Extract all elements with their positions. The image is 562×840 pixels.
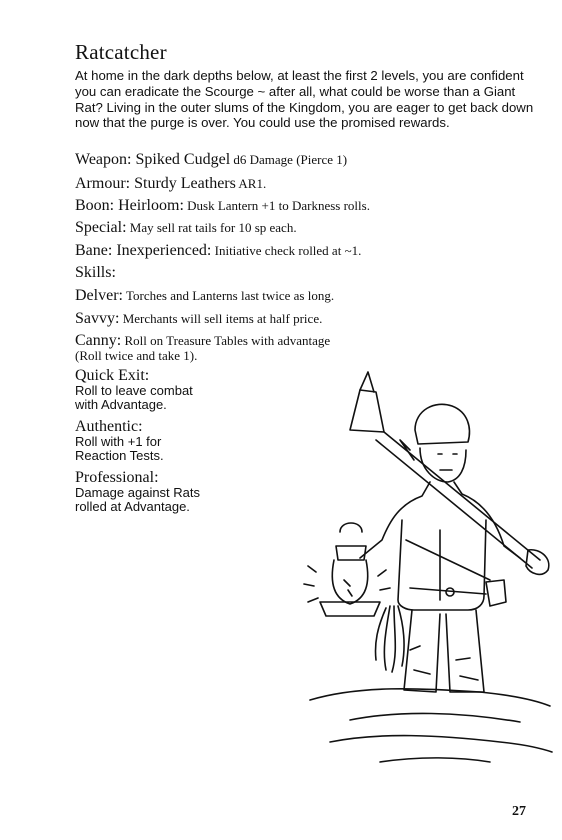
stat-key: Special: (75, 219, 127, 236)
stat-val: Roll on Treasure Tables with advantage (124, 333, 331, 348)
stat-key: Savvy: (75, 310, 120, 327)
stat-val: Dusk Lantern +1 to Darkness rolls. (187, 198, 370, 213)
stat-key: Boon: Heirloom: (75, 197, 184, 214)
dusk-lantern-icon (304, 523, 390, 616)
stat-val: d6 Damage (Pierce 1) (233, 152, 348, 167)
ability-quick-exit (75, 368, 275, 412)
ability-key: Authentic: (75, 418, 143, 435)
stat-bane (75, 243, 361, 259)
stat-val: Merchants will sell items at half price. (122, 311, 323, 326)
skill-savvy (75, 311, 322, 327)
stat-val: May sell rat tails for 10 sp each. (129, 220, 297, 235)
stat-weapon (75, 152, 347, 168)
rat-tails-icon (375, 606, 404, 672)
ability-key: Professional: (75, 469, 159, 486)
character-head-icon (400, 404, 469, 482)
ability-val: rolled at Advantage. (75, 499, 190, 514)
ability-key: Quick Exit: (75, 367, 150, 384)
skill-delver (75, 288, 334, 304)
stat-key: Armour: Sturdy Leathers (75, 175, 236, 192)
ratcatcher-illustration (290, 370, 560, 770)
stat-boon (75, 198, 370, 214)
ability-val: with Advantage. (75, 397, 167, 412)
stat-key: Canny: (75, 332, 122, 349)
stat-val: (Roll twice and take 1). (75, 348, 198, 363)
ability-val: Damage against Rats (75, 485, 201, 500)
stat-key: Bane: Inexperienced: (75, 242, 212, 259)
stat-key: Delver: (75, 287, 123, 304)
stat-special (75, 220, 297, 236)
stat-val: Torches and Lanterns last twice as long. (126, 288, 335, 303)
water-ripples-icon (310, 689, 552, 762)
character-legs-icon (404, 610, 484, 692)
stat-val: Initiative check rolled at ~1. (214, 243, 362, 258)
skill-canny-cont (75, 348, 197, 364)
ability-val: Reaction Tests. (75, 448, 164, 463)
skills-heading (75, 265, 116, 281)
skill-canny (75, 333, 330, 349)
ability-professional (75, 470, 275, 514)
ability-val: Roll with +1 for (75, 434, 162, 449)
stat-key: Weapon: Spiked Cudgel (75, 151, 231, 168)
stat-val: AR1. (238, 176, 267, 191)
ability-authentic (75, 419, 275, 463)
spiked-cudgel-icon (350, 372, 549, 574)
stat-key: Skills: (75, 264, 116, 281)
character-body-icon (360, 482, 520, 610)
page-title: Ratcatcher (75, 40, 167, 64)
intro-paragraph: At home in the dark depths below, at least the first 2 levels, you are confident you can eradicate the Scourge ~ after all, what could be worse than a Giant Rat? Living in the outer slums of the Kingdom, you are eager to get back down now that the purge is over. You could use the promised rewards. (75, 68, 534, 131)
page-number: 27 (512, 804, 526, 819)
ability-val: Roll to leave combat (75, 383, 193, 398)
stat-armour (75, 176, 266, 192)
